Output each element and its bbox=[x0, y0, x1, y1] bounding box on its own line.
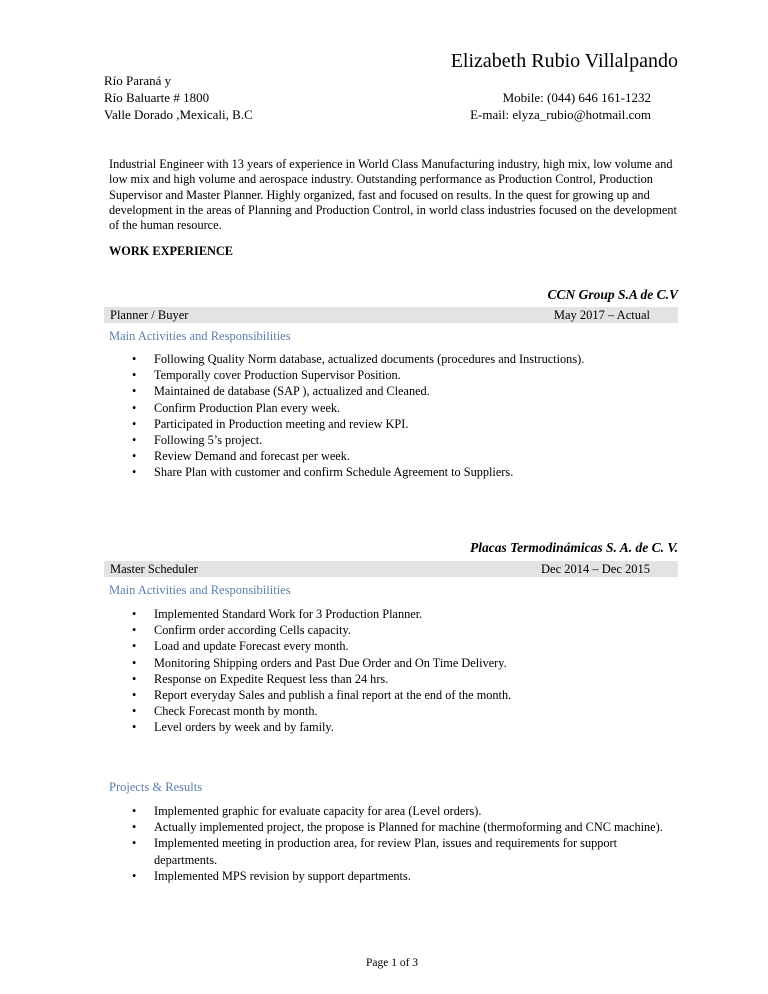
mobile-number: Mobile: (044) 646 161-1232 bbox=[502, 90, 651, 105]
activities-heading: Main Activities and Responsibilities bbox=[109, 329, 291, 343]
list-item: • Implemented graphic for evaluate capacity for area (Level orders). bbox=[109, 803, 679, 819]
list-item: • Following Quality Norm database, actualized documents (procedures and Instructions). bbox=[109, 351, 679, 367]
job-role: Planner / Buyer bbox=[110, 308, 189, 322]
list-item: • Actually implemented project, the propose is Planned for machine (thermoforming and CNC machine). bbox=[109, 819, 679, 835]
work-experience-heading: WORK EXPERIENCE bbox=[109, 244, 234, 258]
list-item: • Response on Expedite Request less than 24 hrs. bbox=[109, 671, 679, 687]
list-item: • Maintained de database (SAP ), actualized and Cleaned. bbox=[109, 383, 679, 399]
list-item: • Share Plan with customer and confirm Schedule Agreement to Suppliers. bbox=[109, 464, 679, 480]
list-item: • Confirm Production Plan every week. bbox=[109, 400, 679, 416]
list-item: • Implemented Standard Work for 3 Production Planner. bbox=[109, 606, 679, 622]
list-item: • Following 5’s project. bbox=[109, 432, 679, 448]
company-name: CCN Group S.A de C.V bbox=[547, 287, 678, 302]
candidate-name: Elizabeth Rubio Villalpando bbox=[450, 50, 678, 72]
list-item: • Confirm order according Cells capacity. bbox=[109, 622, 679, 638]
activities-heading: Main Activities and Responsibilities bbox=[109, 583, 291, 597]
list-item: • Report everyday Sales and publish a final report at the end of the month. bbox=[109, 687, 679, 703]
email-address: E-mail: elyza_rubio@hotmail.com bbox=[470, 107, 651, 122]
list-item: • Review Demand and forecast per week. bbox=[109, 448, 679, 464]
projects-list bbox=[109, 803, 679, 884]
list-item: • Monitoring Shipping orders and Past Due Order and On Time Delivery. bbox=[109, 655, 679, 671]
page-number: Page 1 of 3 bbox=[365, 957, 419, 969]
activities-list bbox=[109, 606, 679, 736]
list-item: • Load and update Forecast every month. bbox=[109, 638, 679, 654]
list-item: • Temporally cover Production Supervisor Position. bbox=[109, 367, 679, 383]
activities-list bbox=[109, 351, 679, 481]
projects-heading: Projects & Results bbox=[109, 780, 203, 794]
professional-summary: Industrial Engineer with 13 years of experience in World Class Manufacturing industry, high mix, low volume and low mix and high volume and aerospace industry. Outstanding performance as Production Control, Production Supervisor and Master Planner. Highly organized, fast and focused on results. In the quest for growing up and development in the areas of Planning and Production Control, in world class industries focused on the development of the human resource. bbox=[109, 157, 677, 233]
list-item: • Participated in Production meeting and review KPI. bbox=[109, 416, 679, 432]
address-line-3: Valle Dorado ,Mexicali, B.C bbox=[104, 107, 253, 122]
address-line-1: Río Paraná y bbox=[104, 73, 172, 88]
address-line-2: Río Baluarte # 1800 bbox=[104, 90, 210, 105]
list-item: • Check Forecast month by month. bbox=[109, 703, 679, 719]
company-name: Placas Termodinámicas S. A. de C. V. bbox=[469, 540, 678, 555]
job-title-bar bbox=[104, 307, 678, 323]
job-title-bar bbox=[104, 561, 678, 577]
job-dates: May 2017 – Actual bbox=[553, 308, 650, 322]
list-item: • Implemented MPS revision by support departments. bbox=[109, 868, 679, 884]
job-role: Master Scheduler bbox=[110, 562, 198, 576]
list-item: • Level orders by week and by family. bbox=[109, 719, 679, 735]
job-dates: Dec 2014 – Dec 2015 bbox=[541, 562, 650, 576]
list-item: • Implemented meeting in production area, for review Plan, issues and requirements for support departments. bbox=[109, 835, 679, 867]
